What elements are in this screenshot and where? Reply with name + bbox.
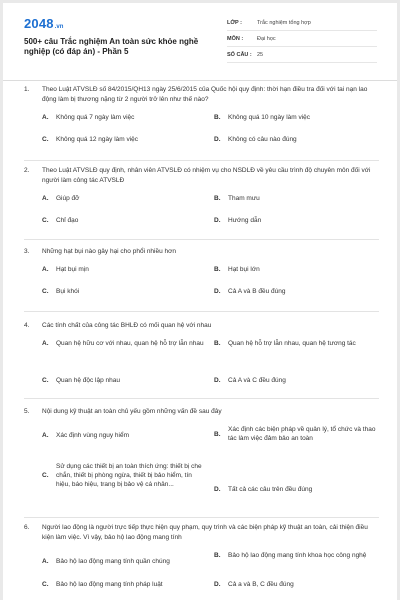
exam-page [3, 3, 397, 600]
option-letter: D. [214, 136, 221, 143]
option-text: Không quá 10 ngày làm việc [228, 114, 311, 121]
meta-value: 25 [257, 51, 264, 58]
question-divider [24, 517, 379, 518]
logo-text: 2048 [24, 16, 54, 31]
option-letter: A. [42, 266, 49, 273]
question-text: Người lao động là người trực tiếp thực hiện quy phạm, quy trình và các biện pháp kỹ thuật an toàn, cải thiện điều kiện làm việc. Vì vậy, bảo hộ lao động mang tính [42, 524, 368, 541]
question-divider [24, 160, 379, 161]
option-d[interactable] [214, 485, 379, 494]
question-text: Theo Luật ATVSLĐ quy định, nhân viên ATVSLĐ có nhiệm vụ cho NSDLĐ về yêu cầu trình độ chuyên môn đối với người làm công tác ATVSLĐ [42, 167, 371, 184]
option-text: Hướng dẫn [228, 217, 262, 224]
option-letter: A. [42, 340, 49, 347]
option-d[interactable] [214, 376, 379, 385]
option-letter: C. [42, 377, 49, 384]
option-letter: C. [42, 472, 49, 479]
option-text: Bụi khói [56, 288, 80, 295]
option-text: Cả A và B đều đúng [228, 288, 286, 295]
option-text: Không quá 12 ngày làm việc [56, 136, 139, 143]
option-d[interactable] [214, 287, 379, 296]
option-text: Xác định vùng nguy hiểm [56, 432, 129, 439]
option-text: Không có câu nào đúng [228, 136, 297, 143]
option-c[interactable] [42, 376, 207, 385]
question-divider [24, 398, 379, 399]
question-text: Các tính chất của công tác BHLĐ có mối quan hệ với nhau [42, 322, 212, 329]
option-letter: A. [42, 432, 49, 439]
option-letter: D. [214, 486, 221, 493]
option-letter: C. [42, 288, 49, 295]
option-a[interactable] [42, 265, 207, 274]
question-number: 5. [24, 408, 30, 415]
meta-key: MÔN : [227, 35, 244, 42]
option-text: Bảo hộ lao động mang tính quần chúng [56, 558, 170, 565]
option-letter: A. [42, 195, 49, 202]
option-d[interactable] [214, 580, 379, 589]
option-letter: A. [42, 558, 49, 565]
option-letter: A. [42, 114, 49, 121]
option-letter: C. [42, 581, 49, 588]
option-letter: B. [214, 195, 221, 202]
option-letter: B. [214, 430, 221, 438]
option-text: Sử dụng các thiết bị an toàn thích ứng: thiết bị che chắn, thiết bị phòng ngừa, thiết bị bảo hiểm, tín hiệu, báo hiệu, trang bị bảo vệ cá nhân... [56, 463, 202, 488]
option-text: Quan hệ hỗ trợ lẫn nhau, quan hệ tương tác [228, 340, 356, 347]
question-3 [24, 247, 379, 303]
question-number: 6. [24, 524, 30, 531]
question-divider [24, 311, 379, 312]
option-a[interactable] [42, 113, 207, 122]
option-text: Chỉ đạo [56, 217, 79, 224]
site-logo[interactable] [24, 16, 63, 31]
option-d[interactable] [214, 216, 379, 225]
question-6 [24, 523, 379, 600]
option-c[interactable] [42, 580, 207, 589]
meta-count-row [227, 47, 377, 63]
meta-value: Trắc nghiệm tổng hợp [257, 19, 311, 26]
option-c[interactable] [42, 135, 207, 144]
option-text: Hạt bụi mịn [56, 266, 89, 273]
option-c[interactable] [42, 462, 207, 489]
option-text: Tham mưu [228, 195, 260, 202]
option-letter: D. [214, 377, 221, 384]
option-letter: B. [214, 114, 221, 121]
option-a[interactable] [42, 431, 207, 440]
option-b[interactable] [214, 425, 379, 443]
question-text: Những hạt bụi nào gây hại cho phổi nhiều hơn [42, 248, 177, 255]
page-header [3, 3, 397, 81]
question-number: 2. [24, 167, 30, 174]
option-text: Không quá 7 ngày làm việc [56, 114, 135, 121]
option-c[interactable] [42, 216, 207, 225]
option-text: Xác định các biện pháp về quản lý, tổ chức và thao tác làm việc đảm bảo an toàn [228, 426, 376, 442]
page-title: 500+ câu Trắc nghiệm An toàn sức khỏe nghề nghiệp (có đáp án) - Phần 5 [24, 37, 199, 56]
meta-class-row [227, 15, 377, 31]
question-1 [24, 85, 379, 151]
option-text: Bảo hộ lao động mang tính khoa học công nghệ [228, 552, 367, 559]
question-number: 1. [24, 86, 30, 93]
option-text: Quan hệ hữu cơ với nhau, quan hệ hỗ trợ lẫn nhau [56, 340, 204, 347]
option-letter: C. [42, 136, 49, 143]
option-letter: D. [214, 288, 221, 295]
option-letter: C. [42, 217, 49, 224]
question-number: 4. [24, 322, 30, 329]
option-a[interactable] [42, 339, 207, 348]
question-divider [24, 239, 379, 240]
option-text: Bảo hộ lao động mang tính pháp luật [56, 581, 163, 588]
option-text: Hạt bụi lớn [228, 266, 260, 273]
option-b[interactable] [214, 339, 379, 348]
option-text: Giúp đỡ [56, 195, 80, 202]
option-b[interactable] [214, 551, 379, 560]
question-4 [24, 321, 379, 393]
meta-subject-row [227, 31, 377, 47]
option-a[interactable] [42, 194, 207, 203]
option-letter: D. [214, 581, 221, 588]
question-number: 3. [24, 248, 30, 255]
meta-value: Đại học [257, 35, 276, 42]
question-5 [24, 407, 379, 521]
option-text: Cả a và B, C đều đúng [228, 581, 294, 588]
option-c[interactable] [42, 287, 207, 296]
meta-key: LỚP : [227, 19, 242, 26]
logo-domain: .vn [54, 24, 64, 30]
option-letter: B. [214, 552, 221, 559]
option-letter: D. [214, 217, 221, 224]
option-letter: B. [214, 266, 221, 273]
question-text: Nội dung kỹ thuật an toàn chủ yếu gồm những vấn đề sau đây [42, 408, 222, 415]
option-text: Cả A và C đều đúng [228, 377, 286, 384]
option-b[interactable] [214, 113, 379, 122]
option-letter: B. [214, 340, 221, 347]
option-a[interactable] [42, 557, 207, 566]
meta-key: SỐ CÂU : [227, 51, 252, 58]
option-b[interactable] [214, 194, 379, 203]
question-text: Theo Luật ATVSLĐ số 84/2015/QH13 ngày 25/6/2015 của Quốc hội quy định: thời hạn điều tra đối với tai nạn lao động làm bị thương nặng từ 2 người trở lên như thế nào? [42, 86, 368, 103]
exam-meta [227, 15, 377, 63]
option-text: Quan hệ độc lập nhau [56, 377, 120, 384]
option-b[interactable] [214, 265, 379, 274]
question-2 [24, 166, 379, 232]
option-d[interactable] [214, 135, 379, 144]
option-text: Tất cả các câu trên đều đúng [228, 486, 313, 493]
